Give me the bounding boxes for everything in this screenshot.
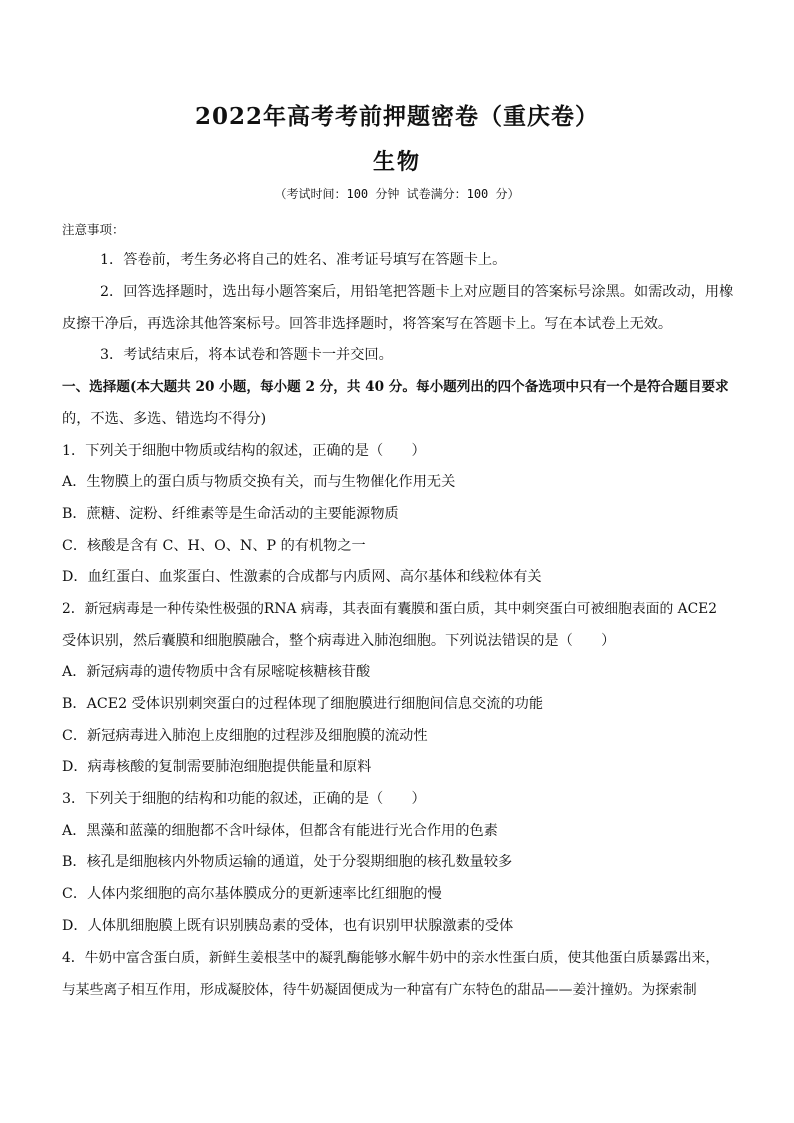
exam-meta: （考试时间：100 分钟 试卷满分：100 分） bbox=[274, 187, 520, 201]
question-stem: 1．下列关于细胞中物质或结构的叙述，正确的是（ ） bbox=[62, 443, 426, 459]
notice-item: 3．考试结束后，将本试卷和答题卡一并交回。 bbox=[100, 347, 393, 363]
question-option: A．生物膜上的蛋白质与物质交换有关，而与生物催化作用无关 bbox=[62, 474, 456, 490]
question-option: D．病毒核酸的复制需要肺泡细胞提供能量和原料 bbox=[62, 759, 372, 775]
question-stem: 4．牛奶中富含蛋白质，新鲜生姜根茎中的凝乳酶能够水解牛奶中的亲水性蛋白质，使其他蛋白质暴露出来， bbox=[62, 950, 720, 966]
question-option: B．ACE2 受体识别刺突蛋白的过程体现了细胞膜进行细胞间信息交流的功能 bbox=[62, 696, 544, 712]
question-option: A．黑藻和蓝藻的细胞都不含叶绿体，但都含有能进行光合作用的色素 bbox=[62, 823, 498, 839]
notice-item: 2．回答选择题时，选出每小题答案后，用铅笔把答题卡上对应题目的答案标号涂黑。如需改动，用橡 bbox=[100, 284, 734, 300]
question-stem-cont: 与某些离子相互作用，形成凝胶体，待牛奶凝固便成为一种富有广东特色的甜品——姜汁撞奶。为探索制 bbox=[62, 982, 697, 998]
subject-title: 生物 bbox=[372, 149, 421, 175]
notice-item: 1．答卷前，考生务必将自己的姓名、准考证号填写在答题卡上。 bbox=[100, 252, 507, 268]
question-option: B．核孔是细胞核内外物质运输的通道，处于分裂期细胞的核孔数量较多 bbox=[62, 854, 513, 870]
question-stem-cont: 受体识别，然后囊膜和细胞膜融合，整个病毒进入肺泡细胞。下列说法错误的是（ ） bbox=[62, 633, 616, 649]
question-stem: 3．下列关于细胞的结构和功能的叙述，正确的是（ ） bbox=[62, 791, 426, 807]
question-option: C．人体内浆细胞的高尔基体膜成分的更新速率比红细胞的慢 bbox=[62, 886, 442, 902]
section-heading: 一、选择题(本大题共 20 小题，每小题 2 分，共 40 分。每小题列出的四个备选项中只有一个是符合题目要求 bbox=[62, 379, 729, 395]
question-option: A．新冠病毒的遗传物质中含有尿嘧啶核糖核苷酸 bbox=[62, 664, 371, 680]
question-option: C．新冠病毒进入肺泡上皮细胞的过程涉及细胞膜的流动性 bbox=[62, 728, 428, 744]
question-stem: 2．新冠病毒是一种传染性极强的RNA 病毒，其表面有囊膜和蛋白质，其中刺突蛋白可被细胞表面的 ACE2 bbox=[62, 601, 718, 617]
question-option: B．蔗糖、淀粉、纤维素等是生命活动的主要能源物质 bbox=[62, 506, 399, 522]
notice-item: 皮擦干净后，再选涂其他答案标号。回答非选择题时，将答案写在答题卡上。写在本试卷上无效。 bbox=[62, 316, 673, 332]
question-option: C．核酸是含有 C、H、O、N、P 的有机物之一 bbox=[62, 538, 366, 554]
notice-heading: 注意事项： bbox=[62, 222, 125, 237]
question-option: D．人体肌细胞膜上既有识别胰岛素的受体，也有识别甲状腺激素的受体 bbox=[62, 918, 514, 934]
section-heading-cont: 的，不选、多选、错选均不得分) bbox=[62, 411, 267, 427]
question-option: D．血红蛋白、血浆蛋白、性激素的合成都与内质网、高尔基体和线粒体有关 bbox=[62, 569, 542, 585]
page-title: 2022年高考考前押题密卷（重庆卷） bbox=[194, 103, 599, 130]
